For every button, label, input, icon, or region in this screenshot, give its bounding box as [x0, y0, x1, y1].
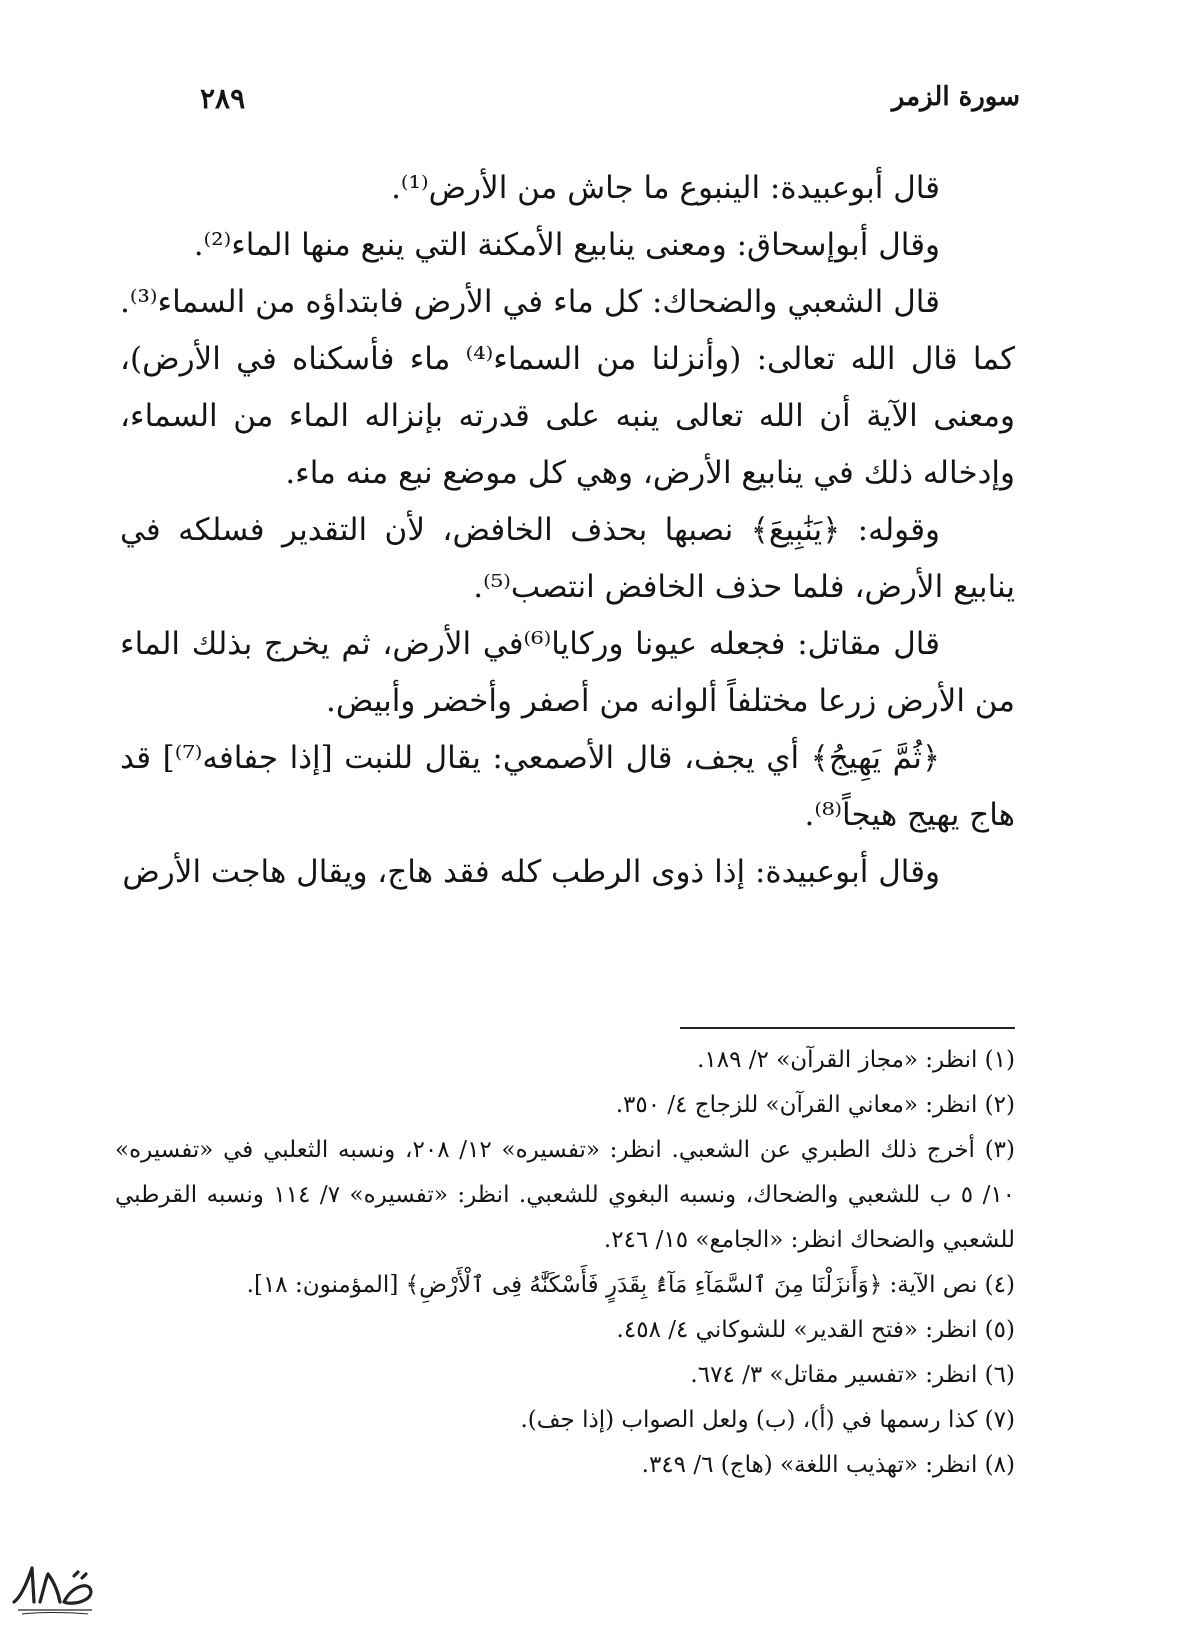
paragraph-abu-ubayda: قال أبوعبيدة: الينبوع ما جاش من الأرض⁽¹⁾. — [391, 170, 940, 206]
publisher-logo-icon — [8, 1558, 100, 1618]
running-title: سورة الزمر — [891, 82, 1020, 112]
footnote-3: (٣) أخرج ذلك الطبري عن الشعبي. انظر: «تفسيره» ١٢/ ٢٠٨، ونسبه الثعلبي في «تفسيره» ١٠/ ٥ ب للشعبي والضحاك، ونسبه البغوي للشعبي. انظر: «تفسيره» ٧/ ١١٤ ونسبه القرطبي للشعبي والضحاك انظر: «الجامع» ١٥/ ٢٤٦. — [115, 1137, 1016, 1253]
paragraph-shabi-dahhak: قال الشعبي والضحاك: كل ماء في الأرض فابتداؤه من السماء⁽³⁾. كما قال الله تعالى: (وأنزلنا من السماء⁽⁴⁾ ماء فأسكناه في الأرض)، ومعنى الآية أن الله تعالى ينبه على قدرته بإنزاله الماء من السماء، وإدخاله ذلك في ينابيع الأرض، وهي كل موضع نبع منه ماء. — [120, 284, 1015, 491]
paragraph-abu-ubayda-2: وقال أبوعبيدة: إذا ذوى الرطب كله فقد هاج، ويقال هاجت الأرض — [122, 854, 940, 890]
footnote-1: (١) انظر: «مجاز القرآن» ٢/ ١٨٩. — [697, 1047, 1015, 1073]
footnote-6: (٦) انظر: «تفسير مقاتل» ٣/ ٦٧٤. — [690, 1362, 1015, 1388]
paragraph-muqatil: قال مقاتل: فجعله عيونا وركايا⁽⁶⁾في الأرض، ثم يخرج بذلك الماء من الأرض زرعا مختلفاً ألوانه من أصفر وأخضر وأبيض. — [120, 626, 1015, 719]
main-text — [120, 160, 1015, 901]
paragraph-abu-ishaq: وقال أبوإسحاق: ومعنى ينابيع الأمكنة التي ينبع منها الماء⁽²⁾. — [193, 227, 940, 263]
footnotes — [115, 1038, 1015, 1488]
footnote-8: (٨) انظر: «تهذيب اللغة» (هاج) ٦/ ٣٤٩. — [641, 1452, 1015, 1478]
footnote-5: (٥) انظر: «فتح القدير» للشوكاني ٤/ ٤٥٨. — [616, 1317, 1015, 1343]
page-header — [200, 82, 1020, 122]
page-number: ٢٨٩ — [200, 82, 246, 115]
footnote-2: (٢) انظر: «معاني القرآن» للزجاج ٤/ ٣٥٠. — [615, 1092, 1015, 1118]
paragraph-yahij: ﴿ثُمَّ يَهِيجُ﴾ أي يجف، قال الأصمعي: يقال للنبت [إذا جفافه⁽⁷⁾] قد هاج يهيج هيجاً⁽⁸⁾. — [120, 740, 1015, 833]
paragraph-yanabi: وقوله: ﴿يَنَٰبِيعَ﴾ نصبها بحذف الخافض، لأن التقدير فسلكه في ينابيع الأرض، فلما حذف الخافض انتصب⁽⁵⁾. — [120, 512, 1015, 605]
footnote-separator — [680, 1027, 1015, 1029]
footnote-4: (٤) نص الآية: ﴿وَأَنزَلْنَا مِنَ ٱلسَّمَآءِ مَآءًۢ بِقَدَرٍ فَأَسْكَنَّٰهُ فِى ٱلْأَرْضِ﴾ [المؤمنون: ١٨]. — [246, 1272, 1015, 1298]
footnote-7: (٧) كذا رسمها في (أ)، (ب) ولعل الصواب (إذا جف). — [520, 1407, 1015, 1433]
